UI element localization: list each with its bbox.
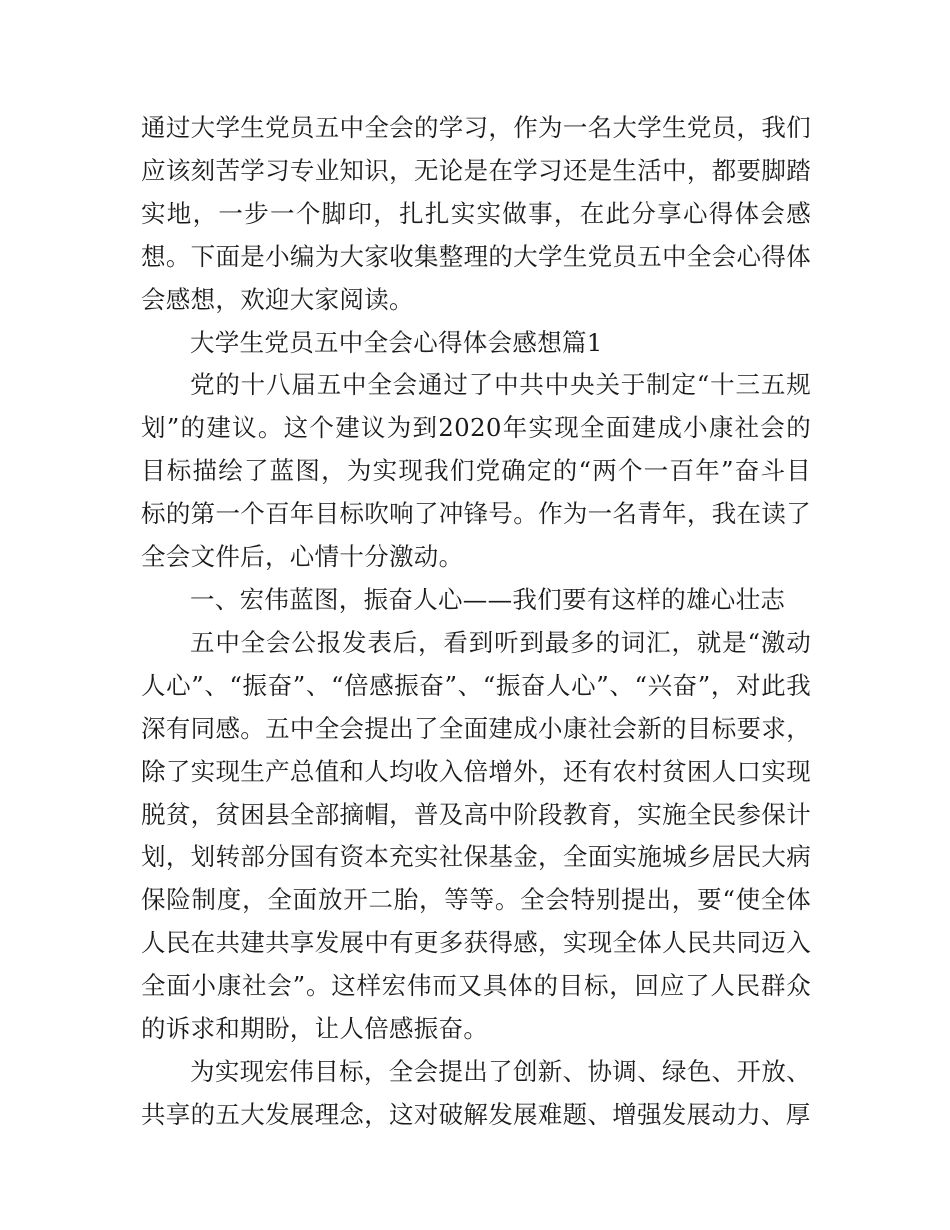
body-paragraph: 党的十八届五中全会通过了中共中央关于制定“十三五规划”的建议。这个建议为到2020年实现全面建成小康社会的目标描绘了蓝图，为实现我们党确定的“两个一百年”奋斗目标的第一个百年目标吹响了冲锋号。作为一名青年，我在读了全会文件后，心情十分激动。 <box>141 370 811 572</box>
document-body <box>141 107 811 1137</box>
intro-paragraph: 通过大学生党员五中全会的学习，作为一名大学生党员，我们应该刻苦学习专业知识，无论是在学习还是生活中，都要脚踏实地，一步一个脚印，扎扎实实做事，在此分享心得体会感想。下面是小编为大家收集整理的大学生党员五中全会心得体会感想，欢迎大家阅读。 <box>141 113 811 314</box>
body-paragraph: 为实现宏伟目标，全会提出了创新、协调、绿色、开放、共享的五大发展理念，这对破解发展难题、增强发展动力、厚 <box>141 1056 811 1129</box>
subsection-heading: 一、宏伟蓝图，振奋人心——我们要有这样的雄心壮志 <box>190 584 786 614</box>
section-heading: 大学生党员五中全会心得体会感想篇1 <box>190 327 603 357</box>
body-paragraph: 五中全会公报发表后，看到听到最多的词汇，就是“激动人心”、“振奋”、“倍感振奋”、“振奋人心”、“兴奋”，对此我深有同感。五中全会提出了全面建成小康社会新的目标要求，除了实现生产总值和人均收入倍增外，还有农村贫困人口实现脱贫，贫困县全部摘帽，普及高中阶段教育，实施全民参保计划，划转部分国有资本充实社保基金，全面实施城乡居民大病保险制度，全面放开二胎，等等。全会特别提出，要“使全体人民在共建共享发展中有更多获得感，实现全体人民共同迈入全面小康社会”。这样宏伟而又具体的目标，回应了人民群众的诉求和期盼，让人倍感振奋。 <box>141 627 811 1044</box>
